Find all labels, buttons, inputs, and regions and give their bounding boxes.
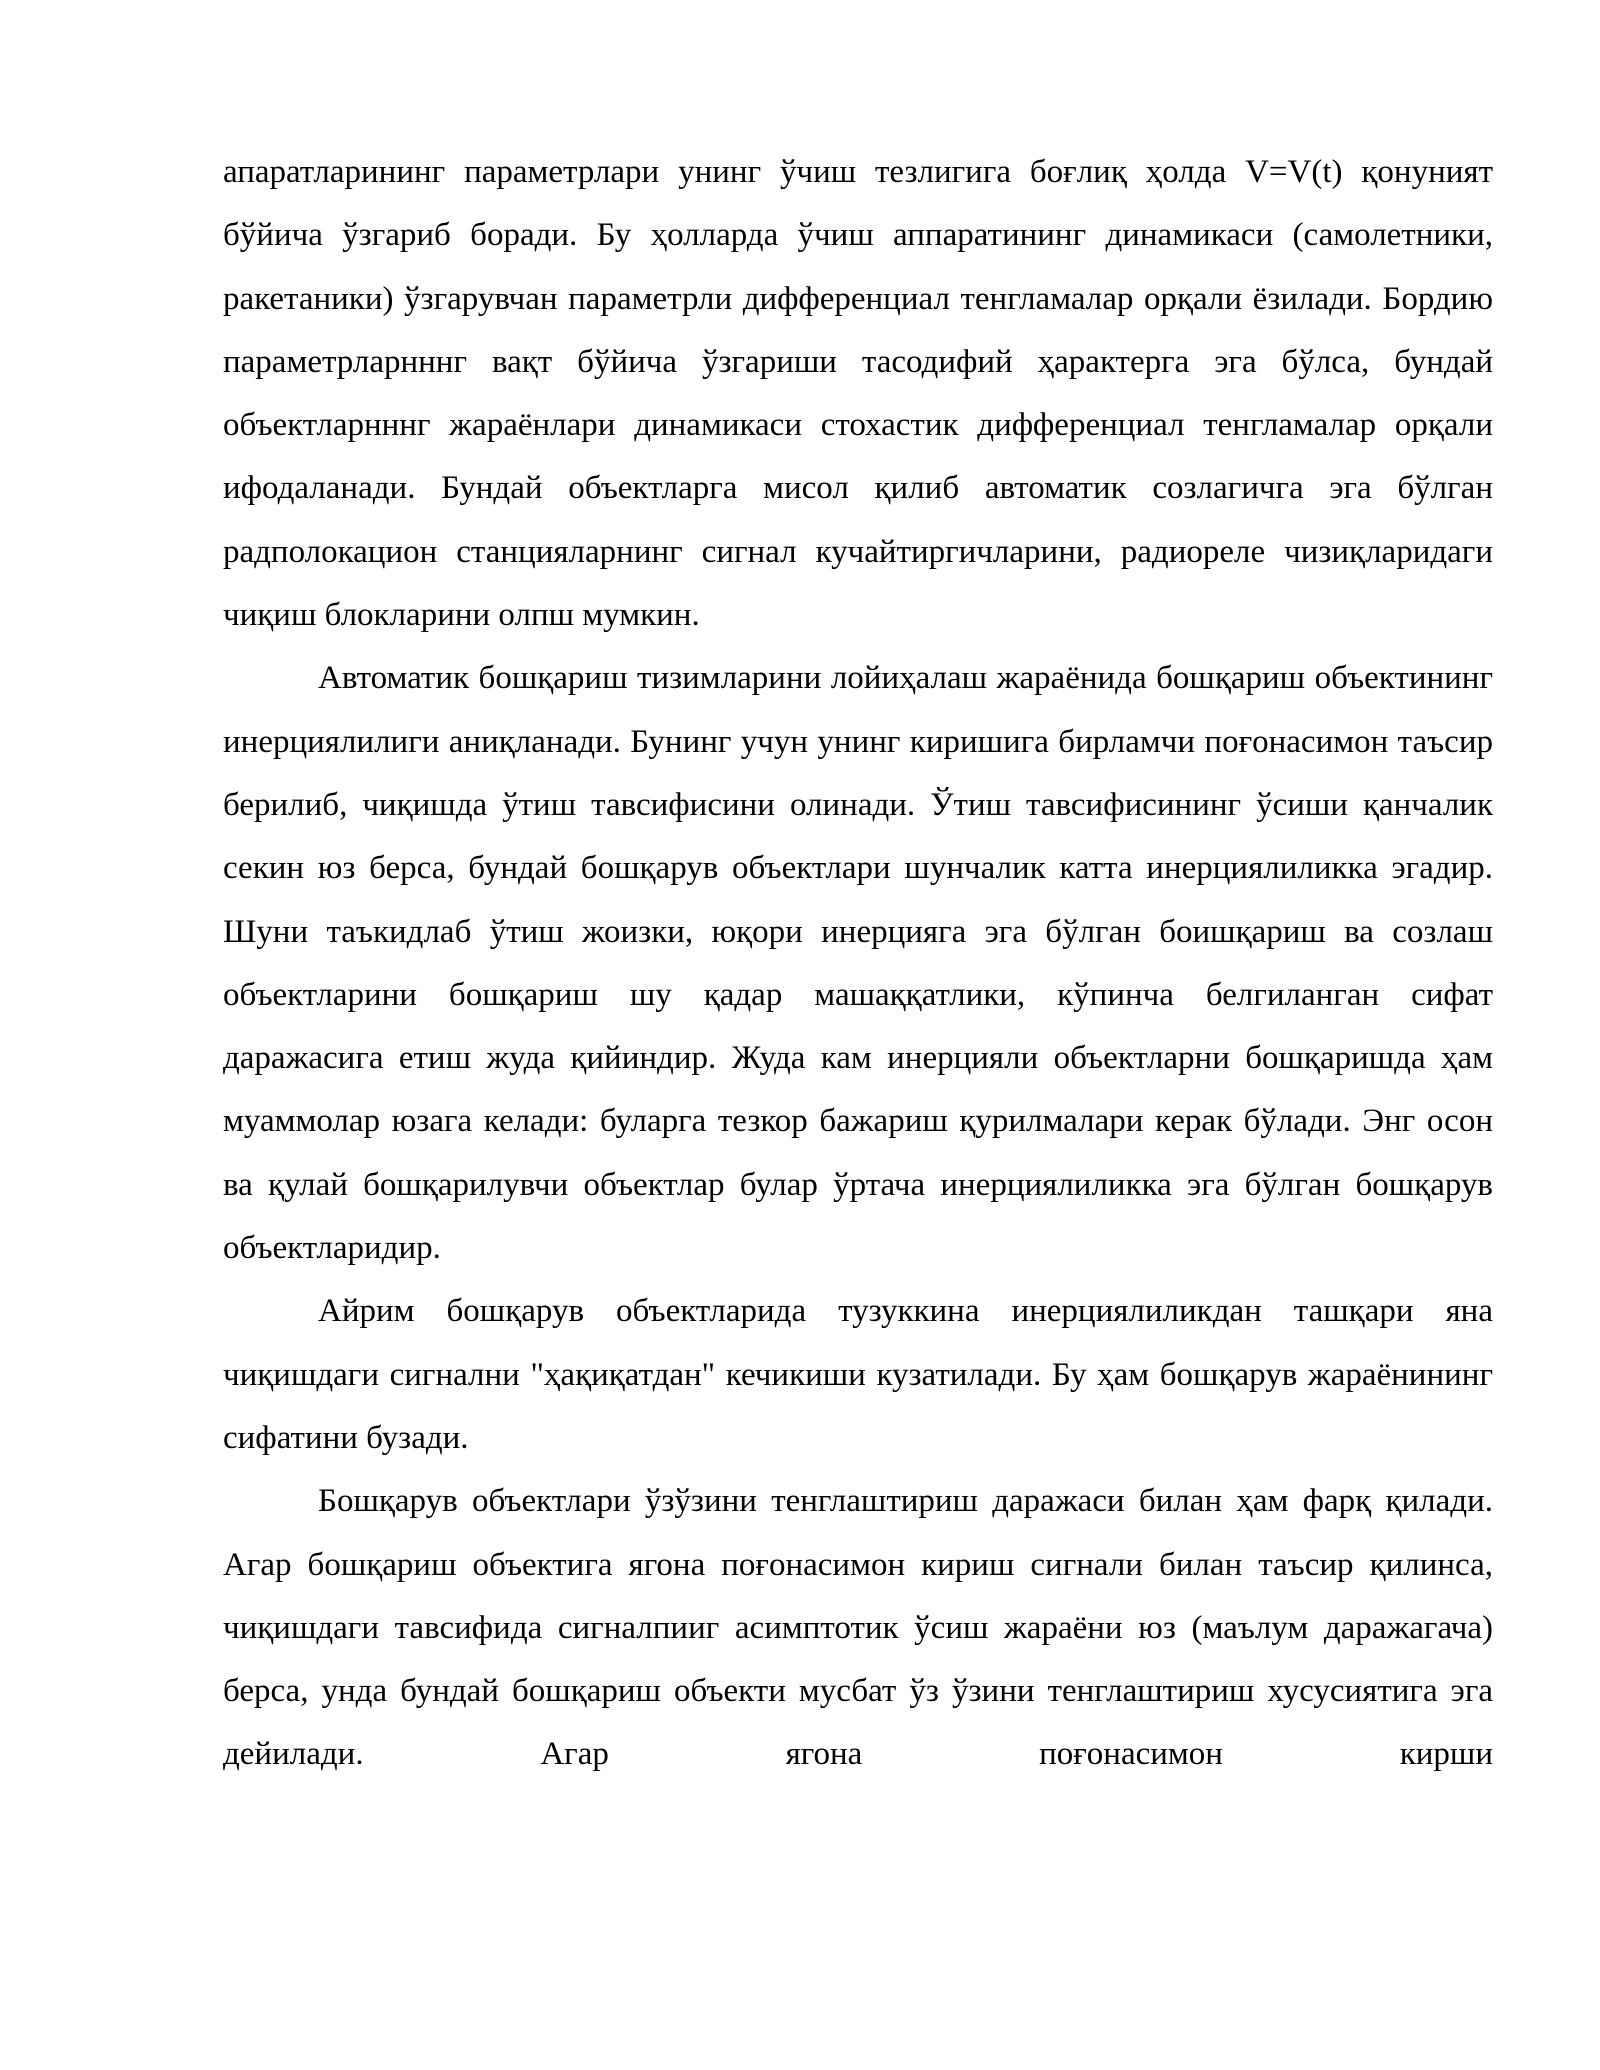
paragraph-3: Айрим бошқарув объектларида тузуккина инерциялиликдан ташқари яна чиқишдаги сигнални "ҳақиқатдан" кечикиши кузатилади. Бу ҳам бошқарув жараёнининг сифатини бузади. <box>223 1293 1493 1456</box>
document-body <box>223 141 1493 1787</box>
paragraph-1: апаратларининг параметрлари унинг ўчиш тезлигига боғлиқ ҳолда V=V(t) қонуният бўйича ўзгариб боради. Бу ҳолларда ўчиш аппаратининг динамикаси (самолетники, ракетаники) ўзгарувчан параметрли дифференциал тенгламалар орқали ёзилади. Бордию параметрларнннг вақт бўйича ўзгариши тасодифий ҳарактерга эга бўлса, бундай объектларнннг жараёнлари динамикаси стохастик дифференциал тенгламалар орқали ифодаланади. Бундай объектларга мисол қилиб автоматик созлагичга эга бўлган радполокацион станцияларнинг сигнал кучайтиргичларини, радиореле чизиқларидаги чиқиш блокларини олпш мумкин. <box>223 154 1493 634</box>
paragraph-2: Автоматик бошқариш тизимларини лойиҳалаш жараёнида бошқариш объектининг инерциялилиги аниқланади. Бунинг учун унинг киришига бирламчи поғонасимон таъсир берилиб, чиқишда ўтиш тавсифисини олинади. Ўтиш тавсифисининг ўсиши қанчалик секин юз берса, бундай бошқарув объектлари шунчалик катта инерциялиликка эгадир. Шуни таъкидлаб ўтиш жоизки, юқори инерцияга эга бўлган боишқариш ва созлаш объектларини бошқариш шу қадар машаққатлики, кўпинча белгиланган сифат даражасига етиш жуда қийиндир. Жуда кам инерцияли объектларни бошқаришда ҳам муаммолар юзага келади: буларга тезкор бажариш қурилмалари керак бўлади. Энг осон ва қулай бошқарилувчи объектлар булар ўртача инерциялиликка эга бўлган бошқарув объектларидир. <box>223 660 1493 1267</box>
paragraph-4: Бошқарув объектлари ўзўзини тенглаштириш даражаси билан ҳам фарқ қилади. Агар бошқариш объектига ягона поғонасимон кириш сигнали билан таъсир қилинса, чиқишдаги тавсифида сигналпииг асимптотик ўсиш жараёни юз (маълум даражагача) берса, унда бундай бошқариш объекти мусбат ўз ўзини тенглаштириш хусусиятига эга дейилади. Агар ягона поғонасимон кирши <box>223 1483 1493 1773</box>
